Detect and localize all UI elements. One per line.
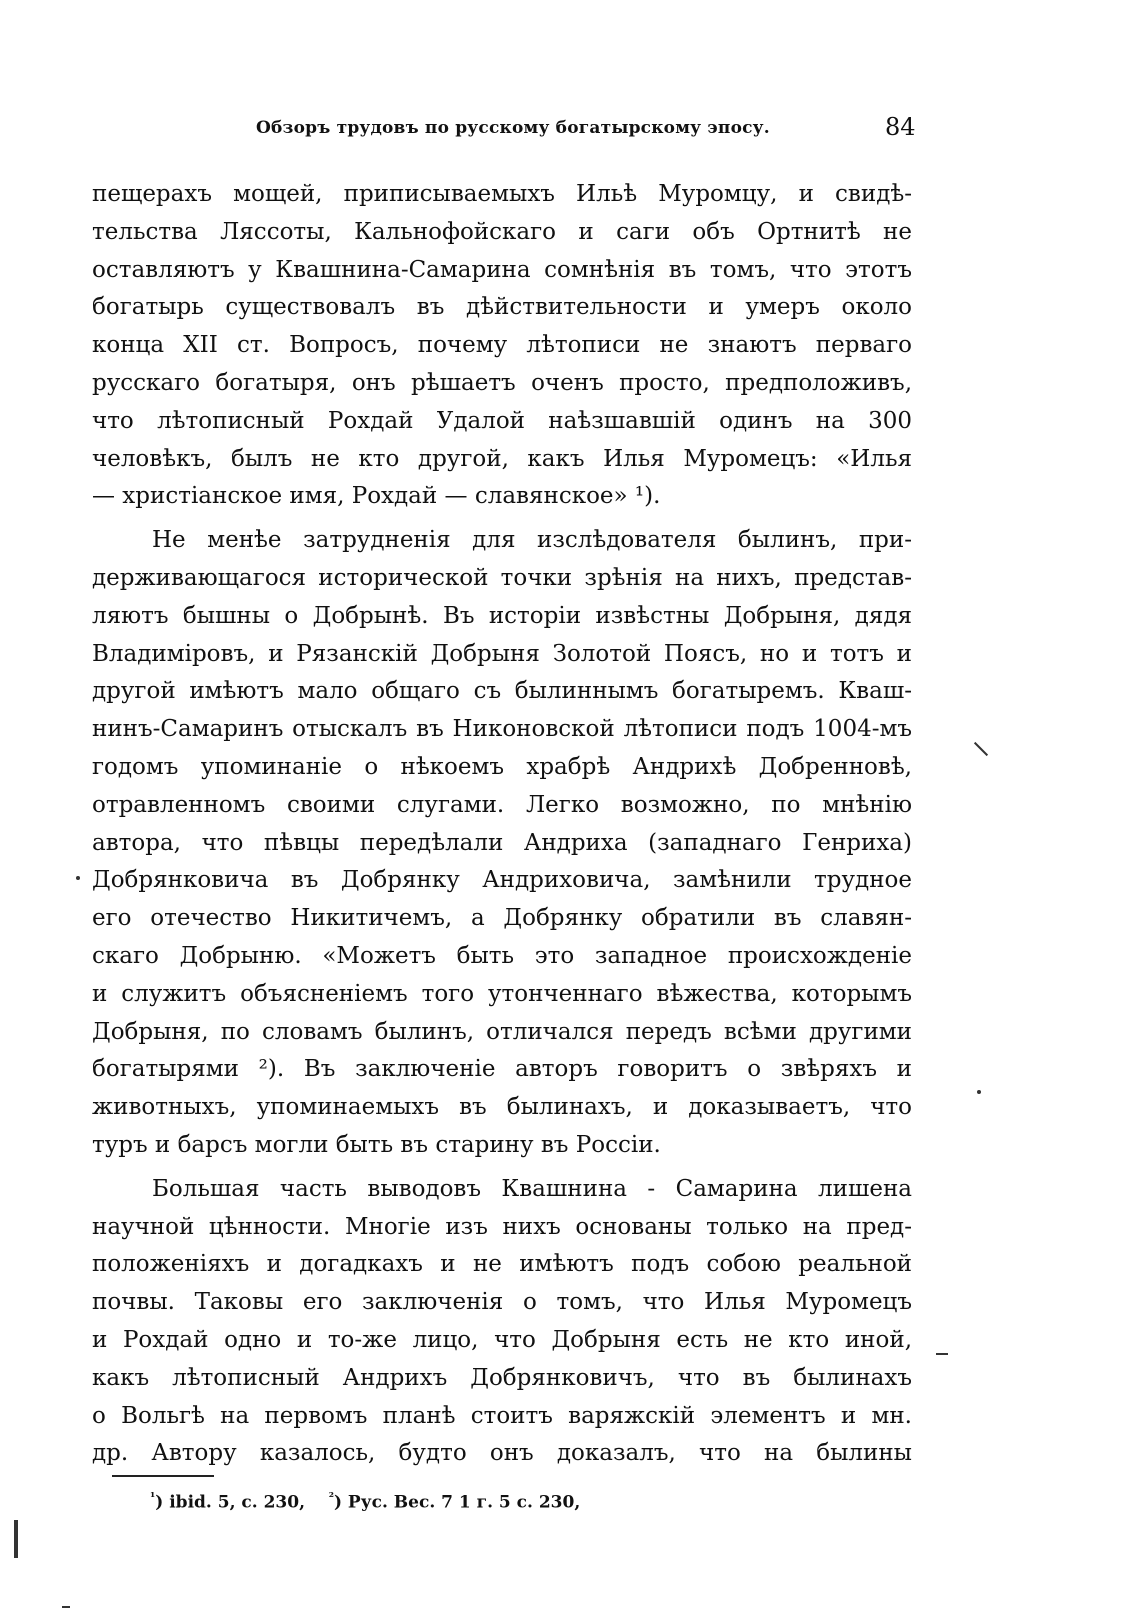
scan-edge-mark [62, 1606, 70, 1608]
margin-dot [977, 1090, 981, 1094]
text-line: туръ и барсъ могли быть въ старину въ Россіи. [92, 1131, 661, 1158]
text-line: о Вольгѣ на первомъ планѣ стоитъ варяжскій элементъ и мн. [92, 1402, 912, 1429]
text-line: Добрянковича въ Добрянку Андриховича, замѣнили трудное [92, 867, 912, 894]
running-title: Обзоръ трудовъ по русскому богатырскому эпосу. [256, 118, 770, 138]
text-line: годомъ упоминаніе о нѣкоемъ храбрѣ Андрихѣ Добренновѣ, [92, 753, 912, 780]
margin-pencil-mark [974, 742, 988, 756]
text-line: держивающагося исторической точки зрѣнія на нихъ, представ- [92, 564, 912, 591]
footnotes [150, 1490, 580, 1513]
text-line: что лѣтописный Рохдай Удалой наѣзшавшій одинъ на 300 [92, 407, 912, 434]
page-number: 84 [885, 113, 916, 141]
text-line: какъ лѣтописный Андрихъ Добрянковичъ, что въ былинахъ [92, 1364, 912, 1391]
text-line: и Рохдай одно и то-же лицо, что Добрыня есть не кто иной, [92, 1326, 912, 1353]
text-line: богатырями ²). Въ заключеніе авторъ говоритъ о звѣряхъ и [92, 1056, 912, 1083]
footnote-2: ) Рус. Вес. 7 1 г. 5 с. 230, [333, 1492, 581, 1513]
footnote-marker-1: ¹ [150, 1490, 156, 1504]
text-line: Владиміровъ, и Рязанскій Добрыня Золотой Поясъ, но и тотъ и [92, 640, 912, 667]
text-line: конца XII ст. Вопросъ, почему лѣтописи не знаютъ перваго [92, 332, 912, 359]
scan-edge-mark [14, 1520, 18, 1558]
text-line: богатырь существовалъ въ дѣйствительности и умеръ около [92, 294, 912, 321]
paragraph-first-line: Большая часть выводовъ Квашнина - Самарина лишена [152, 1175, 912, 1202]
text-line: человѣкъ, былъ не кто другой, какъ Илья Муромецъ: «Илья [92, 445, 912, 472]
text-line: и служитъ объясненіемъ того утонченнаго вѣжества, которымъ [92, 980, 912, 1007]
text-line: положеніяхъ и догадкахъ и не имѣютъ подъ собою реальной [92, 1251, 912, 1278]
text-line: тельства Лясcоты, Кальнофойскаго и саги объ Ортнитѣ не [92, 218, 912, 245]
text-line: ляютъ бышны о Добрынѣ. Въ исторіи извѣстны Добрыня, дядя [92, 602, 912, 629]
text-line: почвы. Таковы его заключенія о томъ, что Илья Муромецъ [92, 1289, 912, 1316]
footnote-marker-2: ² [328, 1490, 334, 1504]
footnote-1: ) ibid. 5, с. 230, [155, 1492, 306, 1513]
text-line: оставляютъ у Квашнина-Самарина сомнѣнія въ томъ, что этотъ [92, 256, 912, 283]
paragraph-first-line: Не менѣе затрудненія для изслѣдователя былинъ, при- [152, 527, 912, 554]
text-line: — христіанское имя, Рохдай — славянское» ¹). [92, 483, 661, 510]
text-line: др. Автору казалось, будто онъ доказалъ, что на былины [92, 1440, 912, 1467]
margin-dot [76, 876, 80, 880]
text-line: автора, что пѣвцы передѣлали Андриха (западнаго Генриха) [92, 829, 912, 856]
margin-dash [936, 1353, 948, 1355]
text-line: нинъ-Самаринъ отыскалъ въ Никоновской лѣтописи подъ 1004-мъ [92, 716, 912, 743]
body-text [92, 176, 912, 1473]
text-line: пещерахъ мощей, приписываемыхъ Ильѣ Муромцу, и свидѣ- [92, 181, 912, 207]
text-line: скаго Добрыню. «Можетъ быть это западное происхожденіе [92, 942, 912, 969]
text-line: отравленномъ своими слугами. Легко возможно, по мнѣнію [92, 791, 912, 818]
text-line: научной цѣнности. Многіе изъ нихъ основаны только на пред- [92, 1213, 912, 1240]
text-line: другой имѣютъ мало общаго съ былиннымъ богатыремъ. Кваш- [92, 678, 912, 705]
footnote-divider [112, 1475, 214, 1477]
text-line: русскаго богатыря, онъ рѣшаетъ оченъ просто, предположивъ, [92, 369, 912, 396]
text-line: животныхъ, упоминаемыхъ въ былинахъ, и доказываетъ, что [92, 1094, 912, 1121]
text-line: его отечество Никитичемъ, а Добрянку обратили въ славян- [92, 905, 912, 932]
text-line: Добрыня, по словамъ былинъ, отличался передъ всѣми другими [92, 1018, 912, 1045]
